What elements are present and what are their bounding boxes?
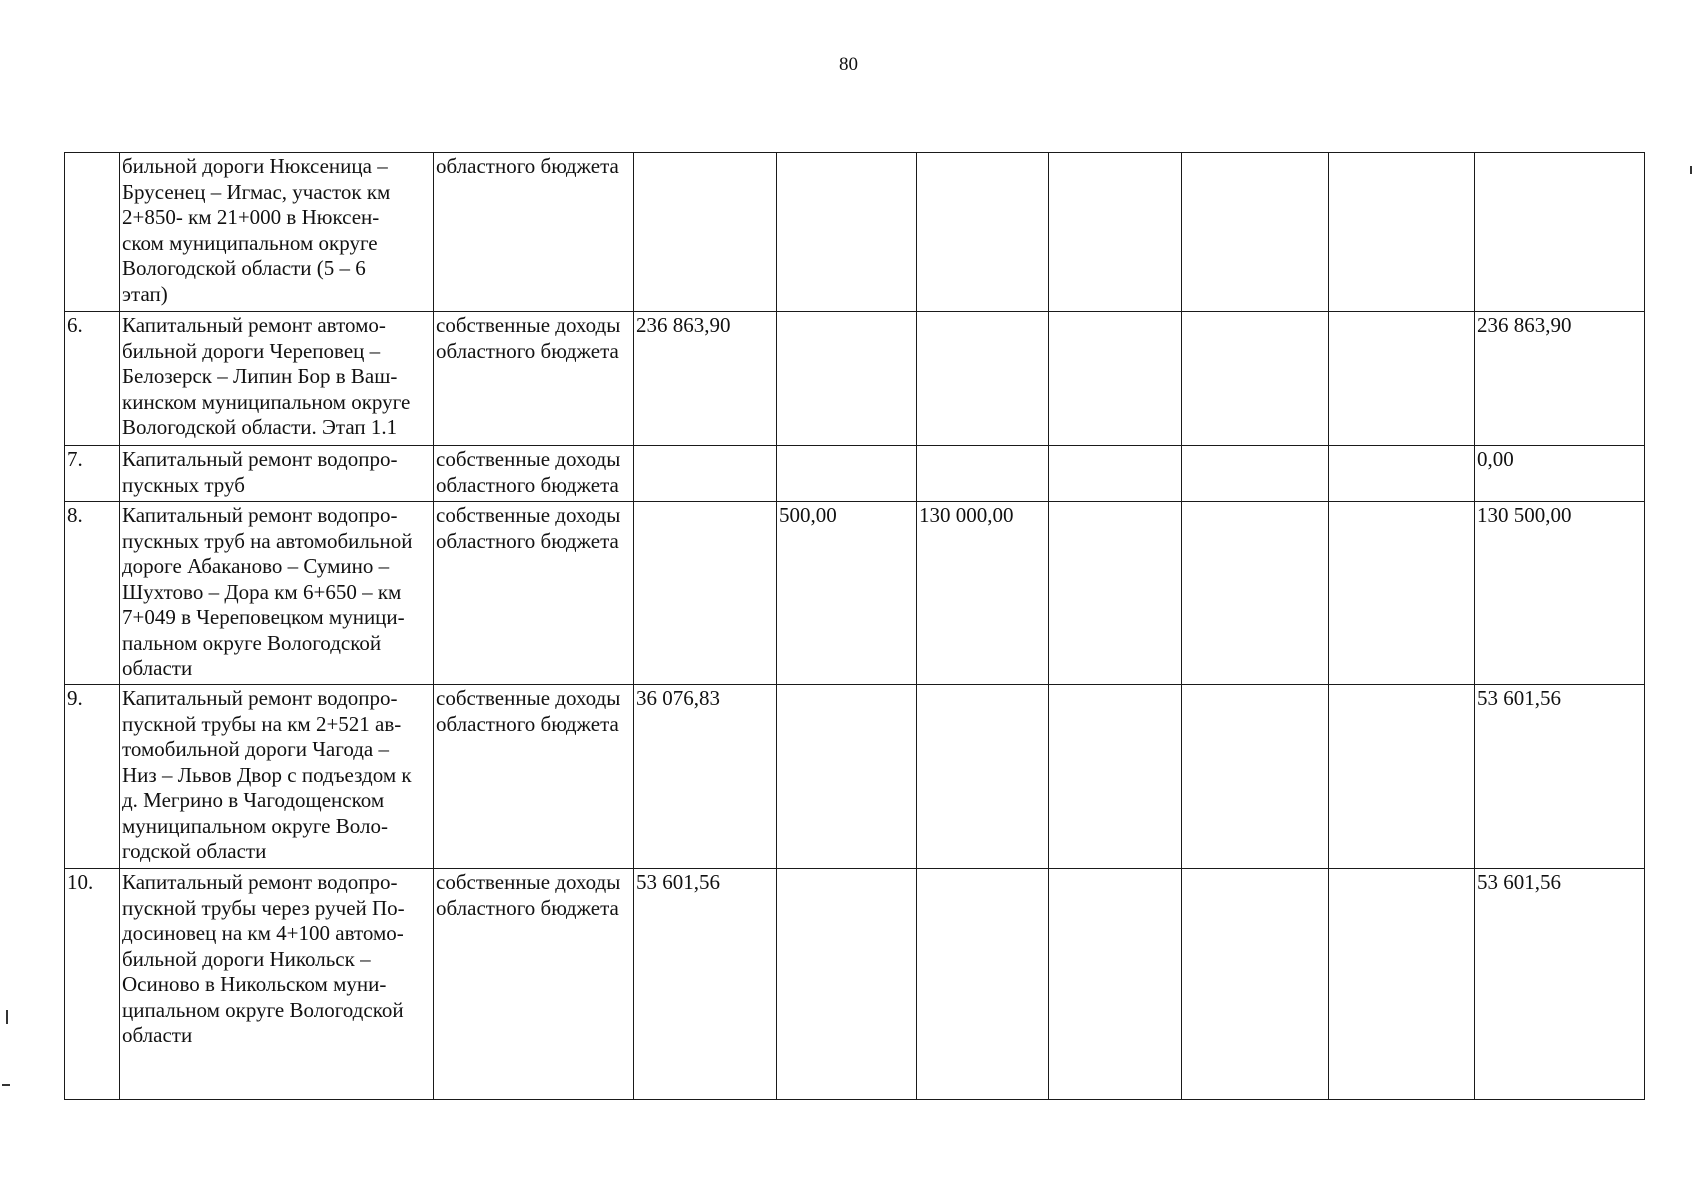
row-name-cell: Капитальный ремонт водопро- пускной трубы через ручей По- досиновец на км 4+100 автомо- бильной дороги Никольск – Осиново в Никольском муни- ципальном округе Вологодской области bbox=[120, 869, 434, 1100]
row-value-cell bbox=[1049, 153, 1182, 312]
table-row bbox=[65, 685, 1645, 869]
row-value-cell bbox=[777, 446, 917, 502]
row-total-cell: 236 863,90 bbox=[1475, 312, 1645, 446]
table-body bbox=[65, 153, 1645, 1100]
row-value-cell bbox=[1182, 869, 1329, 1100]
row-name-cell: Капитальный ремонт водопро- пускной трубы на км 2+521 ав- томобильной дороги Чагода – Низ – Львов Двор с подъездом к д. Мегрино в Чагодощенском муниципальном округе Воло- годской области bbox=[120, 685, 434, 869]
row-number-cell: 8. bbox=[65, 502, 120, 685]
table-row bbox=[65, 446, 1645, 502]
row-value-cell bbox=[917, 312, 1049, 446]
budget-table bbox=[64, 152, 1645, 1100]
row-total-cell: 53 601,56 bbox=[1475, 869, 1645, 1100]
row-value-cell bbox=[777, 312, 917, 446]
row-value-cell bbox=[1329, 502, 1475, 685]
row-total-cell: 130 500,00 bbox=[1475, 502, 1645, 685]
row-value-cell bbox=[1182, 502, 1329, 685]
row-number-cell: 9. bbox=[65, 685, 120, 869]
row-value-cell bbox=[634, 153, 777, 312]
row-source-cell: областного бюджета bbox=[434, 153, 634, 312]
row-name-cell: Капитальный ремонт водопро- пускных труб на автомобильной дороге Абаканово – Сумино – Шухтово – Дора км 6+650 – км 7+049 в Череповецком муници- пальном округе Вологодской области bbox=[120, 502, 434, 685]
row-source-cell: собственные доходы областного бюджета bbox=[434, 685, 634, 869]
row-value-cell: 236 863,90 bbox=[634, 312, 777, 446]
row-number-cell: 10. bbox=[65, 869, 120, 1100]
table-row bbox=[65, 312, 1645, 446]
row-value-cell bbox=[917, 446, 1049, 502]
row-name-cell: Капитальный ремонт водопро- пускных труб bbox=[120, 446, 434, 502]
row-value-cell bbox=[917, 869, 1049, 1100]
row-value-cell bbox=[1329, 685, 1475, 869]
row-number-cell: 7. bbox=[65, 446, 120, 502]
row-value-cell bbox=[634, 446, 777, 502]
row-value-cell bbox=[1329, 446, 1475, 502]
row-value-cell: 130 000,00 bbox=[917, 502, 1049, 685]
table-row bbox=[65, 153, 1645, 312]
page-number: 80 bbox=[839, 54, 858, 75]
margin-mark bbox=[1690, 166, 1692, 174]
margin-mark bbox=[2, 1084, 10, 1086]
row-name-cell: бильной дороги Нюксеница – Брусенец – Игмас, участок км 2+850- км 21+000 в Нюксен- ском муниципальном округе Вологодской области (5 – 6 этап) bbox=[120, 153, 434, 312]
row-value-cell bbox=[1049, 312, 1182, 446]
row-source-cell: собственные доходы областного бюджета bbox=[434, 502, 634, 685]
row-total-cell: 0,00 bbox=[1475, 446, 1645, 502]
row-number-cell bbox=[65, 153, 120, 312]
row-value-cell bbox=[1329, 312, 1475, 446]
row-value-cell bbox=[1182, 685, 1329, 869]
row-value-cell bbox=[917, 685, 1049, 869]
row-value-cell bbox=[1182, 153, 1329, 312]
row-source-cell: собственные доходы областного бюджета bbox=[434, 869, 634, 1100]
table-row bbox=[65, 869, 1645, 1100]
row-value-cell bbox=[777, 685, 917, 869]
row-name-cell: Капитальный ремонт автомо- бильной дороги Череповец – Белозерск – Липин Бор в Ваш- кинском муниципальном округе Вологодской области. Этап 1.1 bbox=[120, 312, 434, 446]
row-source-cell: собственные доходы областного бюджета bbox=[434, 312, 634, 446]
row-value-cell bbox=[1329, 153, 1475, 312]
row-number-cell: 6. bbox=[65, 312, 120, 446]
row-value-cell bbox=[1049, 446, 1182, 502]
row-value-cell bbox=[634, 502, 777, 685]
row-total-cell: 53 601,56 bbox=[1475, 685, 1645, 869]
row-value-cell bbox=[777, 869, 917, 1100]
margin-mark bbox=[6, 1010, 8, 1024]
row-value-cell bbox=[777, 153, 917, 312]
row-value-cell: 53 601,56 bbox=[634, 869, 777, 1100]
row-source-cell: собственные доходы областного бюджета bbox=[434, 446, 634, 502]
row-value-cell: 500,00 bbox=[777, 502, 917, 685]
row-value-cell: 36 076,83 bbox=[634, 685, 777, 869]
row-total-cell bbox=[1475, 153, 1645, 312]
row-value-cell bbox=[1182, 446, 1329, 502]
row-value-cell bbox=[1329, 869, 1475, 1100]
table-row bbox=[65, 502, 1645, 685]
row-value-cell bbox=[1049, 685, 1182, 869]
row-value-cell bbox=[917, 153, 1049, 312]
row-value-cell bbox=[1049, 869, 1182, 1100]
row-value-cell bbox=[1182, 312, 1329, 446]
row-value-cell bbox=[1049, 502, 1182, 685]
